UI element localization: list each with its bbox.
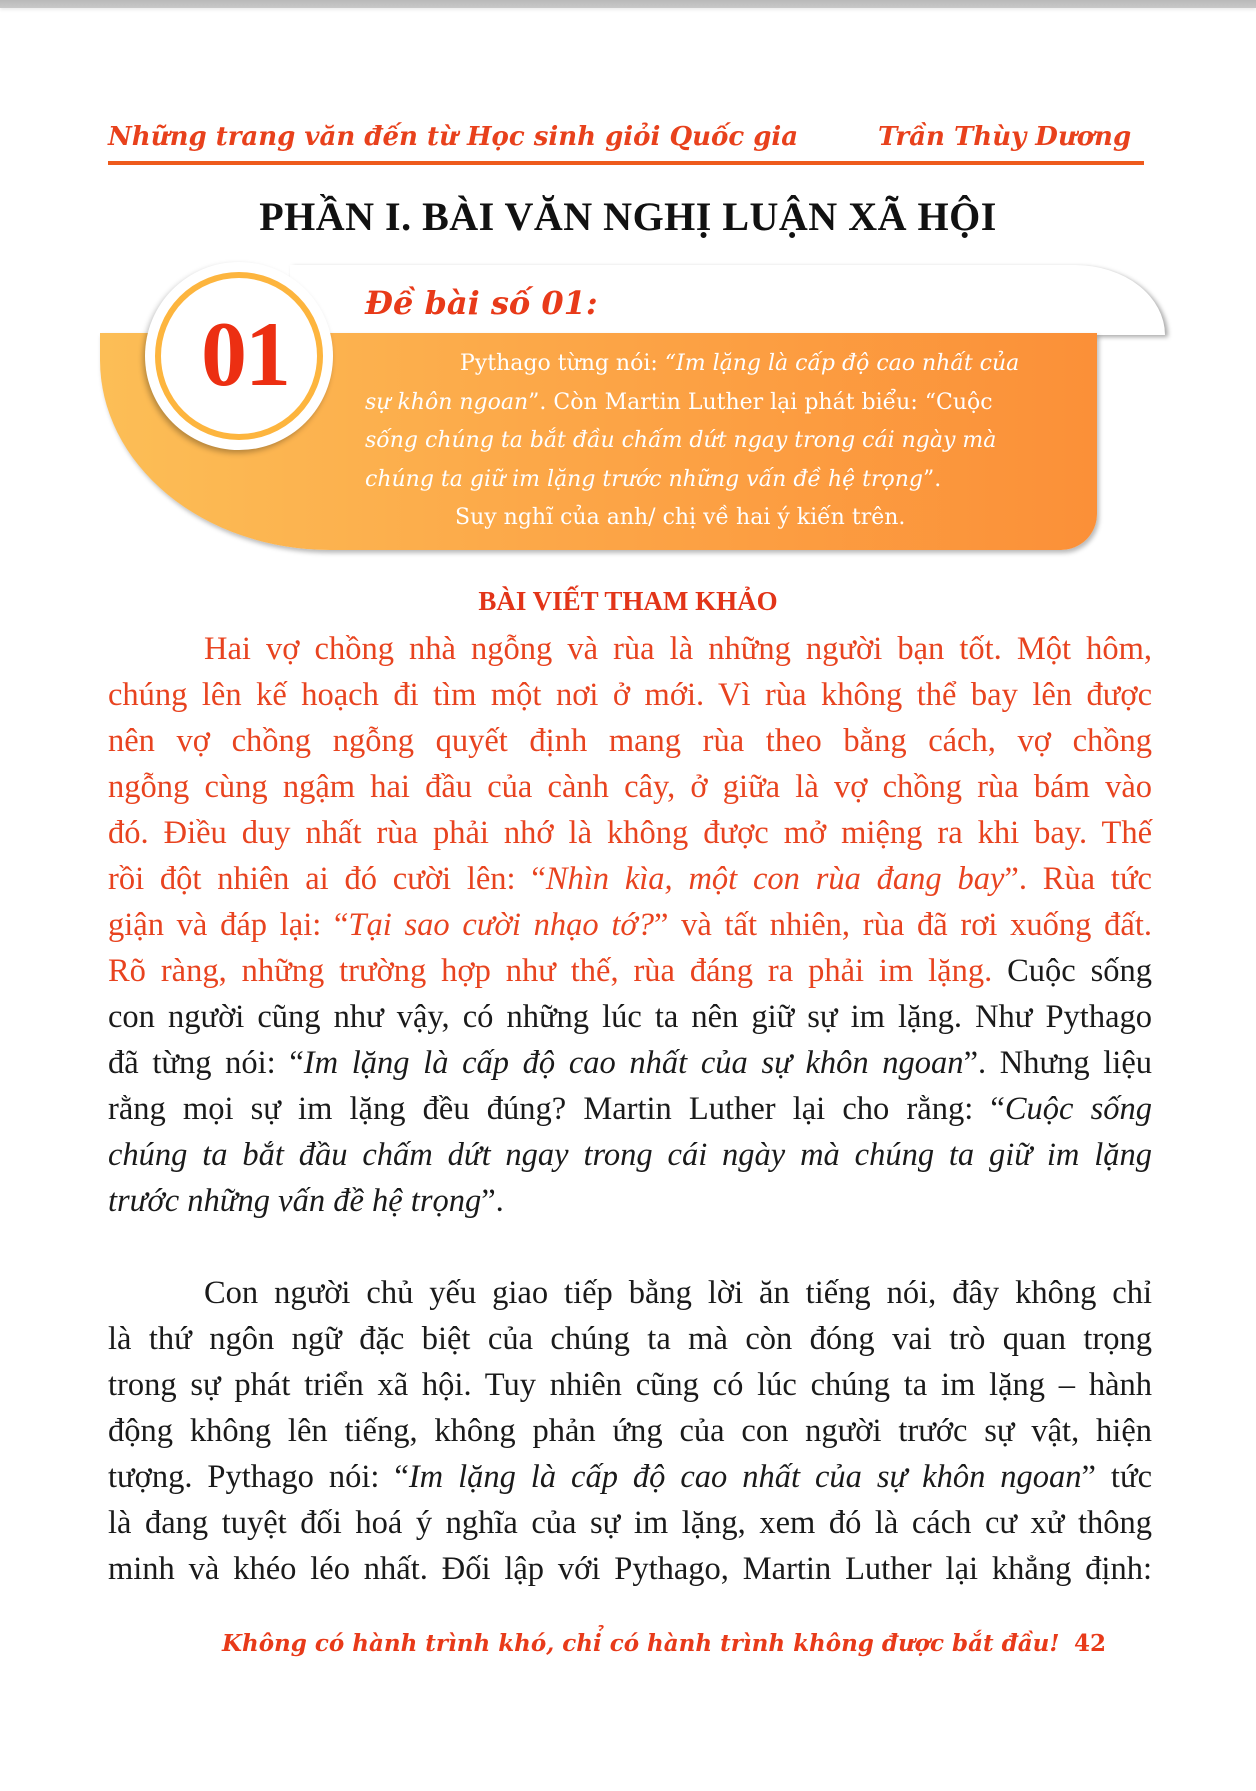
prompt-text (365, 345, 1065, 538)
text-run: Im lặng là cấp độ cao nhất của sự khôn ngoan (303, 1045, 964, 1081)
text-run: đó. Điều duy nhất rùa phải nhớ là không được mở miệng ra khi bay. Thế (108, 815, 1152, 851)
text-run: Hai vợ chồng nhà ngỗng và rùa là những người bạn tốt. Một hôm, (204, 631, 1152, 667)
page-number: 42 (1074, 1630, 1107, 1657)
author-name: Trần Thùy Dương (878, 122, 1132, 152)
running-header (108, 118, 1144, 158)
text-run: rằng mọi sự im lặng đều đúng? Martin Luther lại cho rằng: “ (108, 1091, 1005, 1127)
text-run: chúng ta bắt đầu chấm dứt ngay trong cái ngày mà chúng ta giữ im lặng (108, 1137, 1152, 1173)
text-run: sống chúng ta bắt đầu chấm dứt ngay trong cái ngày mà (365, 428, 997, 453)
essay-line (108, 1178, 1152, 1224)
text-run: rồi đột nhiên ai đó cười lên: “ (108, 861, 546, 897)
text-run: ngỗng cùng ngậm hai đầu của cành cây, ở giữa là vợ chồng rùa bám vào (108, 769, 1152, 805)
text-run: ”. (922, 466, 942, 492)
essay-line (108, 810, 1152, 856)
text-run: “Im lặng là cấp độ cao nhất của (664, 351, 1020, 376)
text-run: Nhìn kìa, một con rùa đang bay (545, 861, 1005, 897)
text-run: Cuộc sống (1004, 1091, 1152, 1127)
text-run: ” tức (1081, 1459, 1152, 1495)
prompt-line (365, 345, 1065, 384)
essay-line (108, 1270, 1152, 1316)
book-title: Những trang văn đến từ Học sinh giỏi Quốc gia (108, 122, 799, 152)
text-run: giận và đáp lại: “ (108, 907, 349, 943)
essay-line (108, 994, 1152, 1040)
text-run: Im lặng là cấp độ cao nhất của sự khôn ngoan (408, 1459, 1082, 1495)
essay-line (108, 1454, 1152, 1500)
essay-line (108, 1086, 1152, 1132)
text-run: ”. Nhưng liệu (963, 1045, 1152, 1081)
essay-line (108, 1132, 1152, 1178)
essay-line (108, 1040, 1152, 1086)
essay-line (108, 1500, 1152, 1546)
header-rule (108, 161, 1144, 165)
paragraph-gap (108, 1224, 1152, 1270)
text-run: ”. Rùa tức (1004, 861, 1152, 897)
text-run: Tại sao cười nhạo tớ? (348, 907, 654, 943)
text-run: ”. (481, 1183, 504, 1219)
essay-body (108, 626, 1152, 1592)
text-run: Rõ ràng, những trường hợp như thế, rùa đáng ra phải im lặng. (108, 953, 993, 989)
prompt-number-badge (145, 262, 333, 450)
text-run: con người cũng như vậy, có những lúc ta nên giữ sự im lặng. Như Pythago (108, 999, 1152, 1035)
text-run: trong sự phát triển xã hội. Tuy nhiên cũng có lúc chúng ta im lặng – hành (108, 1367, 1152, 1403)
text-run: chúng ta giữ im lặng trước những vấn đề hệ trọng (365, 466, 923, 492)
page-top-edge (0, 0, 1256, 8)
text-run: là thứ ngôn ngữ đặc biệt của chúng ta mà còn đóng vai trò quan trọng (108, 1321, 1152, 1357)
essay-line (108, 856, 1152, 902)
essay-line (108, 626, 1152, 672)
essay-line (108, 672, 1152, 718)
text-run: đã từng nói: “ (108, 1045, 304, 1081)
prompt-line (365, 422, 1065, 461)
text-run: ”. Còn Martin Luther lại phát biểu: “Cuộc (528, 389, 993, 415)
text-run: tượng. Pythago nói: “ (108, 1459, 409, 1495)
text-run: Cuộc sống (992, 953, 1153, 989)
badge-number: 01 (201, 303, 289, 405)
part-title: PHẦN I. BÀI VĂN NGHỊ LUẬN XÃ HỘI (259, 194, 997, 239)
essay-line (108, 902, 1152, 948)
section-heading: BÀI VIẾT THAM KHẢO (478, 586, 778, 616)
footer-motto: Không có hành trình khó, chỉ có hành trình không được bắt đầu! (222, 1630, 1060, 1657)
essay-line (108, 764, 1152, 810)
prompt-line (365, 499, 1065, 538)
essay-line (108, 1408, 1152, 1454)
essay-line (108, 948, 1152, 994)
text-run: Suy nghĩ của anh/ chị về hai ý kiến trên. (455, 505, 906, 530)
badge-ring-icon (155, 272, 323, 440)
text-run: động không lên tiếng, không phản ứng của con người trước sự vật, hiện (108, 1413, 1152, 1449)
essay-line (108, 1316, 1152, 1362)
page-footer (222, 1630, 1107, 1666)
prompt-line (365, 461, 1065, 500)
essay-line (108, 1362, 1152, 1408)
essay-line (108, 1546, 1152, 1592)
text-run: nên vợ chồng ngỗng quyết định mang rùa theo bằng cách, vợ chồng (108, 723, 1152, 759)
text-run: minh và khéo léo nhất. Đối lập với Pythago, Martin Luther lại khẳng định: (108, 1551, 1152, 1587)
text-run: Con người chủ yếu giao tiếp bằng lời ăn tiếng nói, đây không chỉ (204, 1275, 1152, 1311)
text-run: ” và tất nhiên, rùa đã rơi xuống đất. (653, 907, 1152, 943)
text-run: trước những vấn đề hệ trọng (108, 1183, 482, 1219)
text-run: chúng lên kế hoạch đi tìm một nơi ở mới. Vì rùa không thể bay lên được (108, 677, 1152, 713)
text-run: sự khôn ngoan (365, 389, 529, 415)
prompt-line (365, 384, 1065, 423)
text-run: Pythago từng nói: (460, 351, 665, 376)
prompt-title: Đề bài số 01: (365, 284, 598, 322)
text-run: là đang tuyệt đối hoá ý nghĩa của sự im lặng, xem đó là cách cư xử thông (108, 1505, 1152, 1541)
essay-line (108, 718, 1152, 764)
